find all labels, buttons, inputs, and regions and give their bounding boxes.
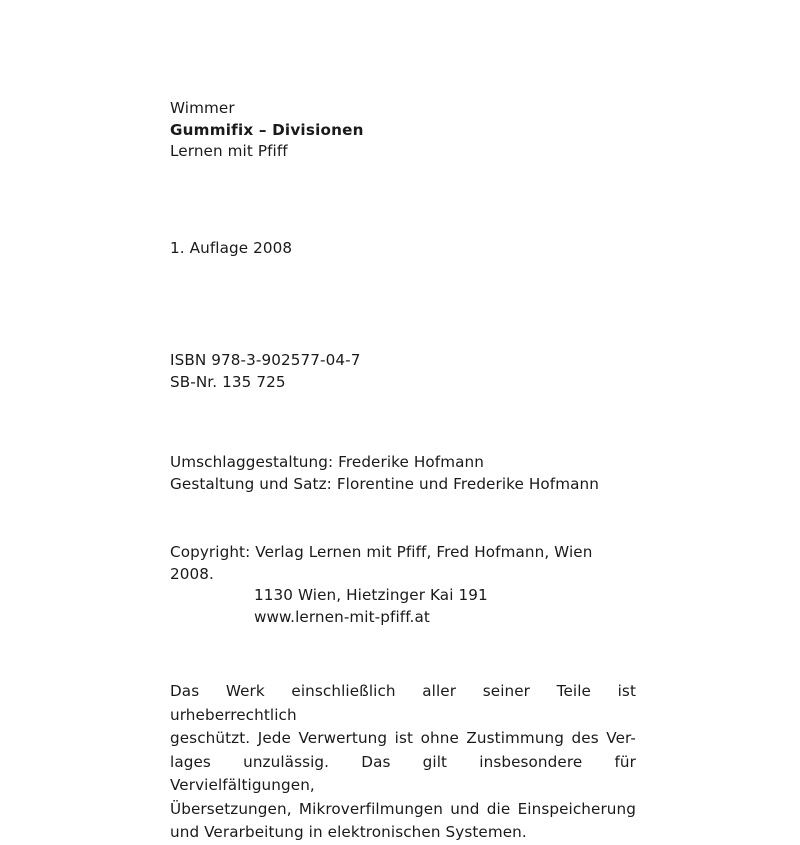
edition-statement: 1. Auflage 2008 [170,238,293,257]
copyright-website: www.lernen-mit-pfiff.at [254,607,430,626]
copyright-address: 1130 Wien, Hietzinger Kai 191 [254,586,488,604]
edition-block [170,238,640,260]
isbn-number: ISBN 978-3-902577-04-7 [170,351,361,369]
series-name: Lernen mit Pfiff [170,142,288,160]
legal-line-4: Übersetzungen, Mikroverfilmungen und die Einspeicherung [170,799,636,818]
isbn-block [170,350,640,393]
legal-line-1: Das Werk einschließlich aller seiner Teile ist urheberrechtlich [170,682,641,724]
legal-line-2: geschützt. Jede Verwertung ist ohne Zustimmung des Ver- [170,729,636,747]
content-column [170,98,640,845]
legal-line-3: lages unzulässig. Das gilt insbesondere für Vervielfältigungen, [170,752,641,794]
book-title: Gummifix – Divisionen [170,120,364,139]
copyright-publisher: Copyright: Verlag Lernen mit Pfiff, Fred Hofmann, Wien 2008. [170,543,598,583]
legal-line-5: und Verarbeitung in elektronischen Systemen. [170,823,527,841]
author-name: Wimmer [170,99,235,117]
credits-block [170,452,640,495]
layout-credit: Gestaltung und Satz: Florentine und Frederike Hofmann [170,474,600,493]
title-block [170,98,640,163]
sb-number: SB-Nr. 135 725 [170,372,286,391]
cover-design-credit: Umschlaggestaltung: Frederike Hofmann [170,453,485,471]
legal-notice-block [170,680,641,845]
copyright-block [170,542,640,628]
